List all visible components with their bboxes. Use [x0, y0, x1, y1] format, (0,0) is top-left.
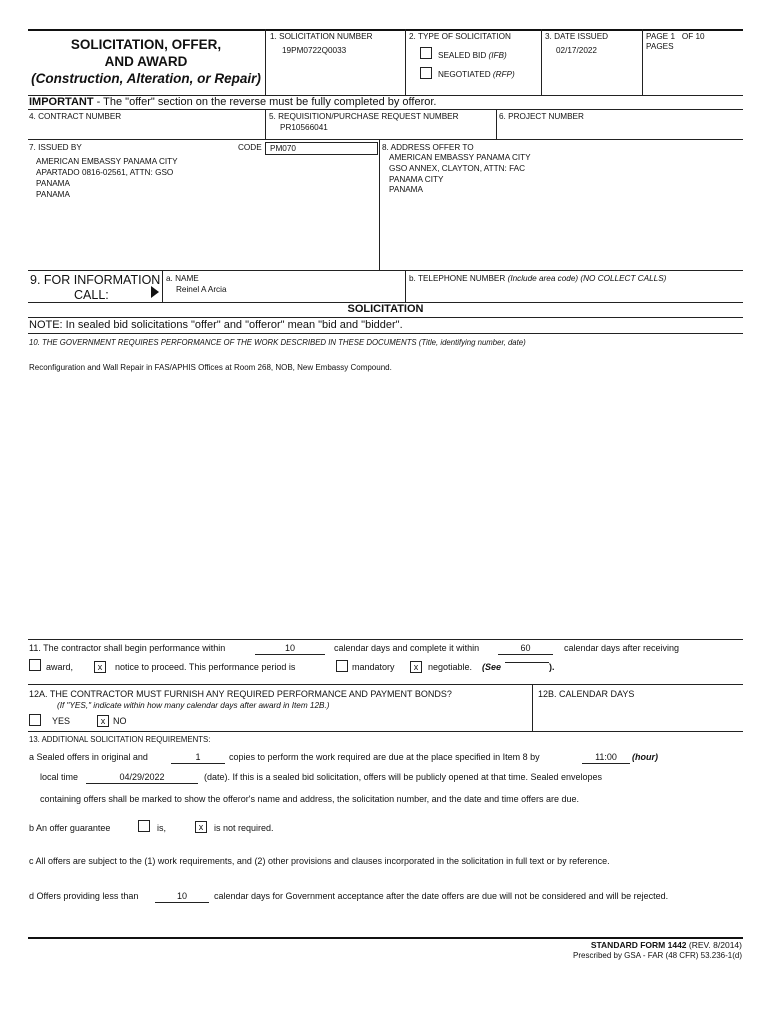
divider [162, 270, 163, 302]
bonds-question: 12A. THE CONTRACTOR MUST FURNISH ANY REQUIRED PERFORMANCE AND PAYMENT BONDS? [29, 689, 452, 699]
copies-field[interactable]: 1 [171, 752, 225, 764]
divider [28, 270, 743, 271]
guarantee-not-required-label: is not required. [214, 823, 274, 833]
issued-by-code-label: CODE [238, 143, 262, 152]
divider [28, 684, 743, 685]
divider [28, 639, 743, 640]
acceptance-days-field[interactable]: 10 [155, 891, 209, 903]
item11-text-2: calendar days and complete it within [334, 643, 480, 653]
divider [265, 109, 266, 139]
issued-by-label: 7. ISSUED BY [29, 143, 82, 152]
date-issued-field[interactable]: 02/17/2022 [556, 46, 597, 55]
divider [532, 684, 533, 731]
mandatory-checkbox[interactable] [336, 660, 348, 672]
solicitation-heading: SOLICITATION [347, 303, 424, 315]
solicitation-type-label: 2. TYPE OF SOLICITATION [409, 32, 511, 41]
bottom-border [28, 937, 743, 939]
prescribed-by: Prescribed by GSA - FAR (48 CFR) 53.236-1(d) [573, 951, 742, 960]
divider [28, 731, 743, 732]
award-checkbox[interactable] [29, 659, 41, 671]
top-border [28, 29, 743, 31]
hour-field[interactable]: 11:00 [582, 752, 630, 764]
work-description-field[interactable]: Reconfiguration and Wall Repair in FAS/APHIS Offices at Room 268, NOB, New Embassy Compound. [29, 363, 392, 372]
contact-name-field[interactable]: Reinel A Arcia [176, 285, 227, 294]
complete-days-field[interactable]: 60 [498, 643, 553, 655]
bonds-note: (If "YES," indicate within how many calendar days after award in Item 12B.) [57, 701, 330, 710]
info-call-label-2: CALL: [74, 288, 109, 302]
item13d-text-2: calendar days for Government acceptance after the date offers are due will not be considered and will be rejected. [214, 891, 669, 901]
issued-by-line2: APARTADO 0816-02561, ATTN: GSO [36, 168, 174, 177]
address-offer-line1: AMERICAN EMBASSY PANAMA CITY [389, 153, 531, 162]
form-title-line3: (Construction, Alteration, or Repair) [31, 71, 261, 86]
issued-by-line4: PANAMA [36, 190, 70, 199]
divider [28, 333, 743, 334]
item13a-text-3: (date). If this is a sealed bid solicitation, offers will be publicly opened at that time. Sealed envelopes [204, 772, 603, 782]
item13b-text: b An offer guarantee [29, 823, 111, 833]
contract-number-label: 4. CONTRACT NUMBER [29, 112, 122, 121]
form-title [28, 36, 264, 87]
bonds-yes-checkbox[interactable] [29, 714, 41, 726]
important-notice: IMPORTANT - The "offer" section on the reverse must be fully completed by offeror. [29, 96, 437, 108]
pages-label: PAGES [646, 42, 674, 51]
award-label: award, [46, 662, 74, 672]
hour-label: (hour) [632, 752, 658, 762]
guarantee-required-checkbox[interactable] [138, 820, 150, 832]
item13a-text: a Sealed offers in original and [29, 752, 148, 762]
notice-to-proceed-label: notice to proceed. This performance period is [115, 662, 296, 672]
requisition-number-field[interactable]: PR10566041 [280, 123, 328, 132]
bonds-no-checkbox[interactable]: x [97, 715, 109, 727]
see-reference-field[interactable] [505, 662, 549, 663]
see-label: (See [482, 662, 502, 672]
form-title-line2: AND AWARD [104, 54, 188, 69]
item13c-text: c All offers are subject to the (1) work requirements, and (2) other provisions and clauses incorporated in the solicitation in full text or by reference. [29, 856, 610, 866]
negotiated-checkbox[interactable] [420, 67, 432, 79]
negotiated-label: NEGOTIATED (RFP) [438, 70, 515, 79]
item11-text-3: calendar days after receiving [564, 643, 680, 653]
sealed-bid-note: NOTE: In sealed bid solicitations "offer" and "offeror" mean "bid and "bidder". [29, 319, 403, 331]
address-offer-line3: PANAMA CITY [389, 175, 444, 184]
bonds-yes-label: YES [52, 716, 71, 726]
page-count: PAGE 1 OF 10 [646, 32, 705, 41]
sealed-bid-label: SEALED BID (IFB) [438, 51, 507, 60]
divider [405, 270, 406, 302]
see-label-end: ). [549, 662, 555, 672]
sealed-bid-checkbox[interactable] [420, 47, 432, 59]
item13a-text-2: copies to perform the work required are due at the place specified in Item 8 by [229, 752, 540, 762]
divider [28, 139, 743, 140]
form-title-line1: SOLICITATION, OFFER, [70, 37, 222, 52]
item11-text: 11. The contractor shall begin performance within [29, 643, 226, 653]
negotiable-label: negotiable. [428, 662, 473, 672]
divider [405, 29, 406, 95]
requisition-label: 5. REQUISITION/PURCHASE REQUEST NUMBER [269, 112, 459, 121]
mandatory-label: mandatory [352, 662, 395, 672]
divider [496, 109, 497, 139]
item13a-text-4: containing offers shall be marked to show the offeror's name and address, the solicitation number, and the date and time offers are due. [40, 794, 580, 804]
divider [379, 139, 380, 270]
issued-by-line3: PANAMA [36, 179, 70, 188]
date-issued-label: 3. DATE ISSUED [545, 32, 609, 41]
arrow-right-icon [151, 286, 159, 298]
guarantee-required-label: is, [157, 823, 166, 833]
solicitation-number-label: 1. SOLICITATION NUMBER [270, 32, 373, 41]
address-offer-label: 8. ADDRESS OFFER TO [382, 143, 474, 152]
divider [28, 317, 743, 318]
guarantee-not-required-checkbox[interactable]: x [195, 821, 207, 833]
solicitation-number-field[interactable]: 19PM0722Q0033 [282, 46, 347, 55]
due-date-field[interactable]: 04/29/2022 [86, 772, 198, 784]
local-time-label: local time [40, 772, 79, 782]
bonds-no-label: NO [113, 716, 127, 726]
begin-days-field[interactable]: 10 [255, 643, 325, 655]
negotiable-checkbox[interactable]: x [410, 661, 422, 673]
issued-by-code-box[interactable] [265, 142, 378, 155]
calendar-days-label: 12B. CALENDAR DAYS [538, 689, 635, 699]
issued-by-code-value: PM070 [270, 144, 296, 153]
divider [642, 29, 643, 95]
divider [541, 29, 542, 95]
address-offer-line2: GSO ANNEX, CLAYTON, ATTN: FAC [389, 164, 526, 173]
form-number: STANDARD FORM 1442 (REV. 8/2014) [590, 940, 742, 950]
notice-to-proceed-checkbox[interactable]: x [94, 661, 106, 673]
divider [265, 29, 266, 95]
issued-by-line1: AMERICAN EMBASSY PANAMA CITY [36, 157, 178, 166]
item13d-text: d Offers providing less than [29, 891, 139, 901]
info-call-label: 9. FOR INFORMATION [30, 273, 161, 287]
divider [28, 109, 743, 110]
telephone-label: b. TELEPHONE NUMBER (Include area code) (NO COLLECT CALLS) [409, 274, 667, 283]
project-number-label: 6. PROJECT NUMBER [499, 112, 584, 121]
address-offer-line4: PANAMA [389, 185, 423, 194]
item10-label: 10. THE GOVERNMENT REQUIRES PERFORMANCE OF THE WORK DESCRIBED IN THESE DOCUMENTS (Title, identifying number, date) [29, 338, 526, 347]
item13-label: 13. ADDITIONAL SOLICITATION REQUIREMENTS: [29, 735, 211, 744]
contact-name-label: a. NAME [166, 274, 199, 283]
